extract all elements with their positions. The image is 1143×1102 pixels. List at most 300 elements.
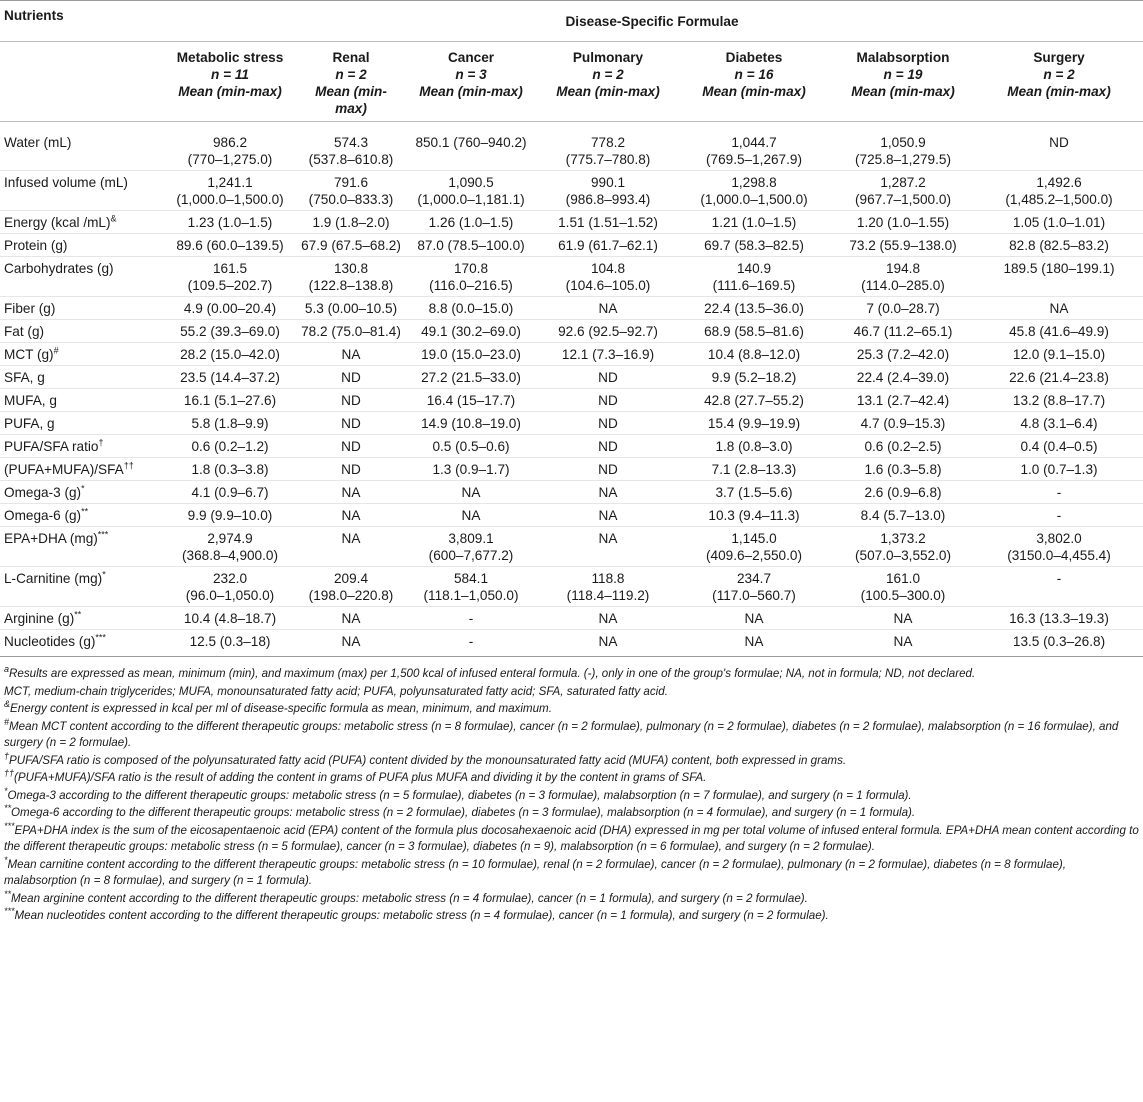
cell-value: 22.4 (13.5–36.0) [704, 301, 804, 316]
cell-value: 1.8 (0.3–3.8) [191, 462, 269, 477]
nutrients-header: Nutrients [0, 1, 161, 42]
value-cell [975, 412, 1143, 435]
value-cell [831, 412, 975, 435]
value-cell [403, 366, 539, 389]
cell-range: (775.7–780.8) [565, 152, 651, 167]
cell-value: ND [341, 370, 361, 385]
cell-value: 3,802.0 [1036, 531, 1082, 546]
value-cell [539, 257, 677, 297]
row-label: Infused volume (mL) [4, 175, 128, 190]
cell-range: (104.6–105.0) [565, 278, 651, 293]
value-cell [677, 366, 831, 389]
value-cell [975, 320, 1143, 343]
table-row [0, 412, 1143, 435]
cell-value: ND [598, 370, 618, 385]
column-name: Surgery [1033, 50, 1085, 65]
value-cell [677, 122, 831, 171]
cell-value: 850.1 (760–940.2) [415, 135, 527, 150]
footnote-marker: ** [4, 888, 12, 899]
footnote-text: MCT, medium-chain triglycerides; MUFA, monounsaturated fatty acid; PUFA, polyunsaturated fatty acid; SFA, saturated fatty acid. [4, 684, 668, 698]
cell-value: 990.1 [590, 175, 626, 190]
column-n: n = 11 [211, 67, 249, 82]
value-cell [403, 567, 539, 607]
value-cell [677, 504, 831, 527]
value-cell [299, 389, 403, 412]
cell-value: 104.8 [590, 261, 626, 276]
cell-value: 73.2 (55.9–138.0) [849, 238, 957, 253]
column-stat: Mean (min-max) [851, 84, 955, 99]
cell-value: ND [341, 393, 361, 408]
footnote [4, 888, 1139, 908]
value-cell [831, 366, 975, 389]
value-cell [539, 234, 677, 257]
footnote-marker: †† [123, 460, 134, 471]
value-cell [677, 458, 831, 481]
cell-value: 16.1 (5.1–27.6) [183, 393, 277, 408]
value-cell [161, 527, 299, 567]
cell-range: (600–7,677.2) [428, 548, 514, 563]
value-cell [539, 607, 677, 630]
value-cell [539, 320, 677, 343]
value-cell [975, 343, 1143, 366]
cell-value: 4.1 (0.9–6.7) [191, 485, 269, 500]
row-label-cell [0, 320, 161, 343]
row-label: (PUFA+MUFA)/SFA [4, 462, 124, 477]
cell-value: - [1056, 571, 1062, 586]
cell-value: NA [341, 531, 361, 546]
cell-range: (1,485.2–1,500.0) [1005, 192, 1113, 207]
value-cell [677, 257, 831, 297]
footnote-marker: ** [81, 506, 89, 517]
footnote-text: Omega-6 according to the different therapeutic groups: metabolic stress (n = 2 formulae), diabetes (n = 3 formulae), malabsorption (n = 4 formulae), and surgery (n = 1 formula). [11, 806, 916, 819]
cell-value: 14.9 (10.8–19.0) [421, 416, 521, 431]
cell-range: (409.6–2,550.0) [706, 548, 802, 563]
cell-value: 2.6 (0.9–6.8) [864, 485, 942, 500]
table-row [0, 630, 1143, 657]
footnote-marker: *** [97, 529, 109, 540]
cell-value: 1,145.0 [731, 531, 777, 546]
value-cell [403, 458, 539, 481]
value-cell [161, 234, 299, 257]
cell-value: 89.6 (60.0–139.5) [176, 238, 284, 253]
value-cell [677, 481, 831, 504]
footnote-marker: †† [4, 768, 15, 779]
cell-value: 92.6 (92.5–92.7) [558, 324, 658, 339]
cell-range: (368.8–4,900.0) [182, 548, 278, 563]
row-label-cell [0, 412, 161, 435]
cell-range: (118.4–119.2) [566, 588, 650, 603]
cell-range: (769.5–1,267.9) [706, 152, 802, 167]
cell-range: (96.0–1,050.0) [185, 588, 275, 603]
value-cell [831, 320, 975, 343]
cell-value: 0.4 (0.4–0.5) [1020, 439, 1098, 454]
table-row [0, 481, 1143, 504]
value-cell [677, 297, 831, 320]
header-row-top [0, 1, 1143, 42]
value-cell [831, 435, 975, 458]
cell-value: 1.8 (0.8–3.0) [715, 439, 793, 454]
column-stat: Mean (min-max) [556, 84, 660, 99]
value-cell [831, 607, 975, 630]
cell-value: 3,809.1 [448, 531, 494, 546]
footnote-marker: # [53, 345, 59, 356]
cell-value: 170.8 [453, 261, 489, 276]
row-label-cell [0, 366, 161, 389]
cell-value: ND [598, 393, 618, 408]
row-label-cell [0, 458, 161, 481]
column-n: n = 2 [592, 67, 624, 82]
footnote-marker: * [81, 483, 85, 494]
row-label: Water (mL) [4, 135, 72, 150]
cell-value: 189.5 (180–199.1) [1003, 261, 1115, 276]
cell-value: 232.0 [212, 571, 248, 586]
cell-value: 55.2 (39.3–69.0) [180, 324, 280, 339]
cell-value: NA [341, 485, 361, 500]
table-footnotes [0, 657, 1143, 925]
cell-value: 0.5 (0.5–0.6) [432, 439, 510, 454]
footnote-text: (PUFA+MUFA)/SFA ratio is the result of adding the content in grams of PUFA plus MUFA and dividing it by the content in grams of SFA. [14, 771, 707, 784]
cell-range: (1,000.0–1,181.1) [417, 192, 525, 207]
value-cell [975, 481, 1143, 504]
row-label-cell [0, 630, 161, 657]
value-cell [299, 481, 403, 504]
cell-value: 45.8 (41.6–49.9) [1009, 324, 1109, 339]
cell-value: 46.7 (11.2–65.1) [853, 324, 953, 339]
value-cell [403, 343, 539, 366]
cell-value: 0.6 (0.2–1.2) [191, 439, 269, 454]
cell-value: 15.4 (9.9–19.9) [707, 416, 801, 431]
footnote-marker: * [4, 785, 8, 796]
value-cell [403, 234, 539, 257]
cell-value: 118.8 [591, 571, 625, 586]
cell-value: 130.8 [333, 261, 369, 276]
value-cell [831, 257, 975, 297]
row-label: Energy (kcal /mL) [4, 215, 111, 230]
cell-range: (750.0–833.3) [308, 192, 394, 207]
cell-value: NA [744, 634, 764, 649]
table-row [0, 211, 1143, 234]
value-cell [403, 257, 539, 297]
cell-value: 5.8 (1.8–9.9) [191, 416, 269, 431]
column-header [975, 42, 1143, 122]
footnote [4, 684, 1139, 701]
table-row [0, 366, 1143, 389]
cell-range: (114.0–285.0) [861, 278, 945, 293]
cell-value: NA [598, 634, 618, 649]
cell-value: - [468, 634, 474, 649]
cell-value: 27.2 (21.5–33.0) [421, 370, 521, 385]
value-cell [161, 343, 299, 366]
value-cell [403, 211, 539, 234]
cell-value: 61.9 (61.7–62.1) [558, 238, 658, 253]
row-label: PUFA/SFA ratio [4, 439, 99, 454]
footnote-text: Omega-3 according to the different therapeutic groups: metabolic stress (n = 5 formulae), diabetes (n = 3 formulae), malabsorption (n = 7 formulae), and surgery (n = 1 formula). [7, 788, 912, 802]
value-cell [831, 389, 975, 412]
value-cell [161, 389, 299, 412]
table-row [0, 122, 1143, 171]
row-label: MCT (g) [4, 347, 54, 362]
cell-value: 19.0 (15.0–23.0) [421, 347, 521, 362]
cell-value: - [468, 611, 474, 626]
value-cell [403, 171, 539, 211]
value-cell [299, 527, 403, 567]
cell-value: NA [461, 485, 481, 500]
value-cell [161, 481, 299, 504]
cell-value: ND [598, 462, 618, 477]
value-cell [831, 630, 975, 657]
cell-value: ND [598, 439, 618, 454]
value-cell [831, 504, 975, 527]
cell-value: ND [341, 462, 361, 477]
row-label-cell [0, 567, 161, 607]
cell-range: (198.0–220.8) [308, 588, 394, 603]
value-cell [677, 412, 831, 435]
value-cell [831, 567, 975, 607]
value-cell [161, 297, 299, 320]
cell-value: 7 (0.0–28.7) [866, 301, 940, 316]
cell-value: ND [1049, 135, 1069, 150]
cell-value: 140.9 [736, 261, 772, 276]
column-header [403, 42, 539, 122]
cell-value: 13.2 (8.8–17.7) [1012, 393, 1106, 408]
footnote [4, 785, 1139, 805]
cell-range: (507.0–3,552.0) [855, 548, 951, 563]
cell-value: 82.8 (82.5–83.2) [1009, 238, 1109, 253]
cell-value: 9.9 (9.9–10.0) [187, 508, 273, 523]
value-cell [299, 343, 403, 366]
cell-value: 3.7 (1.5–5.6) [715, 485, 793, 500]
cell-value: NA [893, 634, 913, 649]
value-cell [677, 527, 831, 567]
value-cell [975, 567, 1143, 607]
value-cell [403, 527, 539, 567]
table-row [0, 527, 1143, 567]
value-cell [403, 297, 539, 320]
cell-value: 12.5 (0.3–18) [189, 634, 271, 649]
table-row [0, 435, 1143, 458]
row-label-cell [0, 527, 161, 567]
row-label-cell [0, 211, 161, 234]
value-cell [299, 122, 403, 171]
column-header [539, 42, 677, 122]
footnote-text: Mean MCT content according to the different therapeutic groups: metabolic stress (n = 8 formulae), cancer (n = 2 formulae), pulmonary (n = 2 formulae), diabetes (n = 2 formulae), malabsorption (n = 16 formulae), and surgery (n = 2 formulae). [4, 719, 1119, 749]
cell-value: 1,298.8 [731, 175, 777, 190]
value-cell [403, 630, 539, 657]
value-cell [975, 527, 1143, 567]
value-cell [161, 171, 299, 211]
cell-value: 13.1 (2.7–42.4) [856, 393, 950, 408]
footnote [4, 908, 1139, 925]
value-cell [299, 257, 403, 297]
value-cell [831, 211, 975, 234]
cell-value: NA [341, 634, 361, 649]
cell-value: 0.6 (0.2–2.5) [864, 439, 942, 454]
value-cell [539, 389, 677, 412]
value-cell [975, 297, 1143, 320]
cell-value: 1.6 (0.3–5.8) [864, 462, 942, 477]
value-cell [677, 320, 831, 343]
column-n: n = 2 [335, 67, 367, 82]
cell-range: (117.0–560.7) [712, 588, 796, 603]
cell-value: 1,044.7 [731, 135, 777, 150]
cell-value: 68.9 (58.5–81.6) [704, 324, 804, 339]
footnote-marker: † [98, 437, 104, 448]
cell-value: 67.9 (67.5–68.2) [301, 238, 401, 253]
value-cell [161, 366, 299, 389]
footnote-text: EPA+DHA index is the sum of the eicosapentaenoic acid (EPA) content of the formula plus docosahexaenoic acid (DHA) expressed in mg per total volume of infused enteral formula. EPA+DHA mean content according to the different therapeutic groups: metabolic stress (n = 5 formulae), cancer (n = 3 formulae), diabetes (n = 9), malabsorption (n = 6 formulae), and surgery (n = 2 formulae). [4, 823, 1139, 853]
value-cell [299, 234, 403, 257]
row-label-cell [0, 389, 161, 412]
cell-value: 78.2 (75.0–81.4) [301, 324, 401, 339]
footnote [4, 666, 1139, 683]
cell-value: 2,974.9 [207, 531, 253, 546]
cell-value: 10.4 (8.8–12.0) [707, 347, 801, 362]
cell-value: 4.8 (3.1–6.4) [1020, 416, 1098, 431]
column-name: Metabolic stress [176, 50, 284, 65]
value-cell [975, 607, 1143, 630]
cell-value: NA [744, 611, 764, 626]
cell-range: (725.8–1,279.5) [855, 152, 951, 167]
cell-value: 22.4 (2.4–39.0) [856, 370, 950, 385]
cell-range: (770–1,275.0) [187, 152, 273, 167]
value-cell [831, 297, 975, 320]
table-row [0, 257, 1143, 297]
row-label: Arginine (g) [4, 611, 75, 626]
blank-header-cell [0, 42, 161, 122]
value-cell [677, 630, 831, 657]
column-name: Malabsorption [856, 50, 950, 65]
table-row [0, 567, 1143, 607]
column-header [161, 42, 299, 122]
cell-value: NA [598, 508, 618, 523]
row-label-cell [0, 257, 161, 297]
cell-value: 1.9 (1.8–2.0) [312, 215, 390, 230]
cell-value: 209.4 [333, 571, 369, 586]
table-row [0, 234, 1143, 257]
value-cell [539, 343, 677, 366]
value-cell [539, 297, 677, 320]
value-cell [975, 171, 1143, 211]
cell-range: (109.5–202.7) [187, 278, 273, 293]
value-cell [975, 211, 1143, 234]
table-row [0, 171, 1143, 211]
cell-range: (3150.0–4,455.4) [1007, 548, 1111, 563]
column-n: n = 3 [455, 67, 487, 82]
cell-value: 8.8 (0.0–15.0) [428, 301, 514, 316]
cell-value: 1,373.2 [880, 531, 926, 546]
cell-value: 1.20 (1.0–1.55) [856, 215, 950, 230]
row-label-cell [0, 343, 161, 366]
value-cell [403, 481, 539, 504]
row-label: Carbohydrates (g) [4, 261, 114, 276]
value-cell [831, 527, 975, 567]
cell-value: 25.3 (7.2–42.0) [856, 347, 950, 362]
cell-value: - [1056, 485, 1062, 500]
value-cell [831, 481, 975, 504]
cell-range: (1,000.0–1,500.0) [176, 192, 284, 207]
cell-value: 1.05 (1.0–1.01) [1012, 215, 1106, 230]
value-cell [299, 630, 403, 657]
value-cell [539, 630, 677, 657]
cell-value: 161.5 [212, 261, 248, 276]
cell-value: 1.23 (1.0–1.5) [187, 215, 273, 230]
column-name: Renal [332, 50, 370, 65]
cell-value: 1.3 (0.9–1.7) [432, 462, 510, 477]
value-cell [677, 211, 831, 234]
group-header: Disease-Specific Formulae [161, 1, 1143, 42]
cell-value: 194.8 [885, 261, 921, 276]
value-cell [403, 122, 539, 171]
footnote-text: Mean arginine content according to the different therapeutic groups: metabolic stress (n = 4 formulae), cancer (n = 1 formula), and surgery (n = 2 formulae). [11, 891, 808, 905]
row-label: L-Carnitine (mg) [4, 571, 103, 586]
footnote [4, 770, 1139, 787]
cell-value: 1,050.9 [880, 135, 926, 150]
value-cell [299, 567, 403, 607]
cell-value: 986.2 [212, 135, 248, 150]
footnote-marker: *** [95, 632, 106, 643]
footnote-marker: a [4, 664, 10, 675]
value-cell [975, 122, 1143, 171]
cell-range: (116.0–216.5) [429, 278, 513, 293]
value-cell [539, 527, 677, 567]
cell-value: NA [598, 301, 618, 316]
cell-value: 8.4 (5.7–13.0) [860, 508, 946, 523]
value-cell [299, 297, 403, 320]
cell-value: 1.0 (0.7–1.3) [1020, 462, 1098, 477]
footnote-text: Mean carnitine content according to the different therapeutic groups: metabolic stress (n = 10 formulae), renal (n = 2 formulae), cancer (n = 2 formulae), pulmonary (n = 2 formulae), diabetes (n = 8 formulae), malabsorption (n = 8 formulae), and surgery (n = 1 formula). [4, 857, 1066, 887]
value-cell [403, 320, 539, 343]
cell-value: 1,090.5 [448, 175, 494, 190]
footnote [4, 701, 1139, 718]
value-cell [299, 320, 403, 343]
value-cell [299, 211, 403, 234]
cell-value: 1,241.1 [207, 175, 253, 190]
row-label: PUFA, g [4, 416, 55, 431]
cell-range: (122.8–138.8) [308, 278, 394, 293]
table-row [0, 297, 1143, 320]
value-cell [975, 389, 1143, 412]
value-cell [161, 567, 299, 607]
cell-value: 1,492.6 [1036, 175, 1082, 190]
cell-value: NA [341, 508, 361, 523]
value-cell [161, 211, 299, 234]
cell-value: NA [598, 611, 618, 626]
value-cell [975, 435, 1143, 458]
value-cell [161, 257, 299, 297]
footnote-marker: & [110, 213, 117, 224]
cell-value: 10.4 (4.8–18.7) [183, 611, 277, 626]
footnote-marker: * [4, 854, 8, 865]
value-cell [403, 412, 539, 435]
cell-range: (986.8–993.4) [565, 192, 651, 207]
value-cell [539, 504, 677, 527]
footnote [4, 854, 1139, 890]
cell-value: ND [341, 416, 361, 431]
value-cell [539, 567, 677, 607]
value-cell [975, 504, 1143, 527]
column-name: Cancer [447, 50, 495, 65]
value-cell [161, 458, 299, 481]
footnote-text: Results are expressed as mean, minimum (min), and maximum (max) per 1,500 kcal of infused enteral formula. (-), only in one of the group's formulae; NA, not in formula; ND, not declared. [9, 667, 976, 680]
row-label: Fat (g) [4, 324, 45, 339]
row-label: Omega-3 (g) [4, 485, 82, 500]
row-label: Protein (g) [4, 238, 68, 253]
cell-value: 1.26 (1.0–1.5) [428, 215, 514, 230]
value-cell [975, 234, 1143, 257]
footnote-marker: ** [74, 609, 82, 620]
value-cell [677, 607, 831, 630]
cell-value: NA [893, 611, 913, 626]
